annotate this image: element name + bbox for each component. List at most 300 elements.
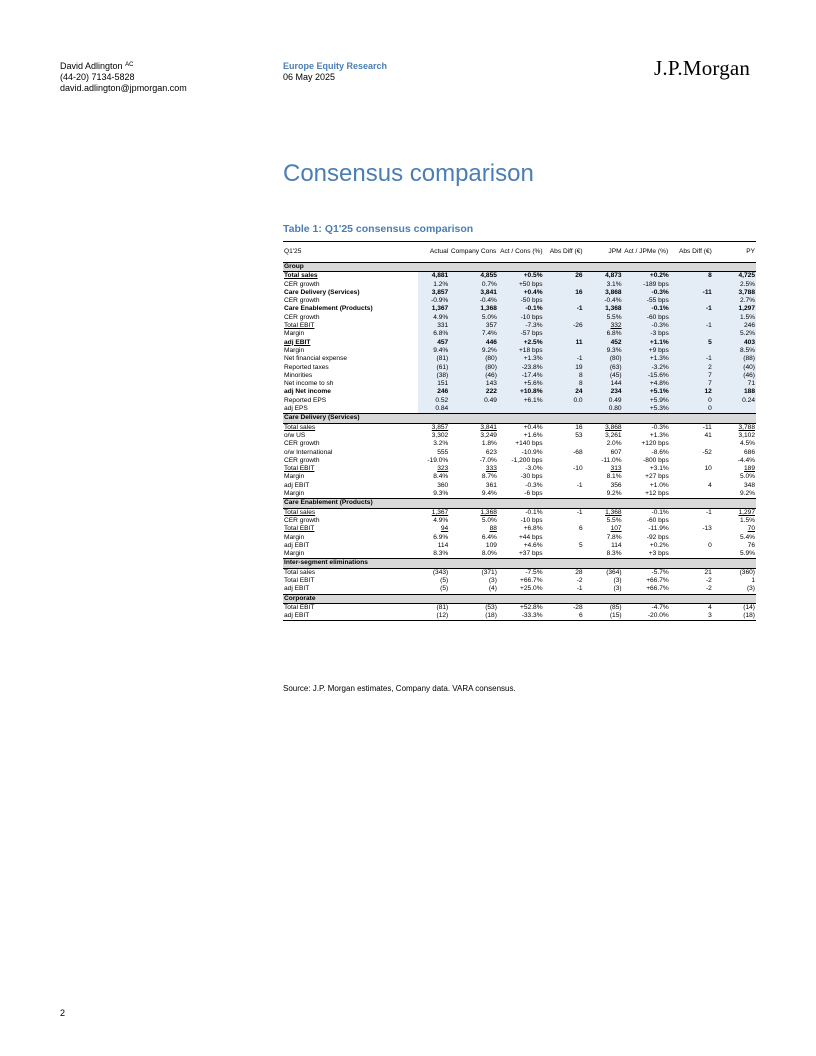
table-cell bbox=[449, 397, 498, 405]
table-row bbox=[283, 525, 756, 533]
table-cell bbox=[449, 490, 498, 499]
table-cell bbox=[418, 355, 449, 363]
cell-value: -0.1% bbox=[651, 305, 669, 313]
cell-value: 3,868 bbox=[605, 288, 622, 296]
cell-value: 114 bbox=[611, 541, 622, 549]
table-cell bbox=[584, 490, 623, 499]
cell-value: 1,297 bbox=[738, 508, 755, 516]
cell-value: (18) bbox=[743, 612, 755, 620]
table-cell bbox=[623, 465, 670, 473]
table-cell bbox=[713, 347, 756, 355]
table-cell bbox=[418, 482, 449, 490]
table-cell bbox=[418, 449, 449, 457]
cell-value: 0.49 bbox=[484, 396, 497, 404]
cell-value: +5.6% bbox=[523, 380, 543, 388]
table-cell bbox=[670, 289, 713, 297]
table-cell bbox=[449, 347, 498, 355]
table-row bbox=[283, 449, 756, 457]
cell-value: -0.1% bbox=[651, 508, 669, 516]
table-cell bbox=[498, 490, 544, 499]
cell-value: 3,857 bbox=[431, 288, 449, 296]
table-cell bbox=[584, 525, 623, 533]
table-cell bbox=[498, 550, 544, 559]
table-cell bbox=[498, 305, 544, 313]
table-row bbox=[283, 534, 756, 542]
cell-value: 16 bbox=[575, 423, 583, 431]
cell-value: +52.8% bbox=[520, 603, 543, 611]
cell-value: 9.4% bbox=[481, 490, 497, 498]
table-cell bbox=[498, 542, 544, 550]
row-label bbox=[283, 432, 418, 440]
cell-value: -8.6% bbox=[651, 448, 669, 456]
cell-value: (5) bbox=[440, 576, 449, 584]
cell-value: +12 bps bbox=[645, 490, 669, 498]
row-label-text: Total EBIT bbox=[284, 603, 315, 611]
table-cell bbox=[418, 542, 449, 550]
row-label bbox=[283, 465, 418, 473]
table-row bbox=[283, 314, 756, 322]
cell-value: 9.3% bbox=[606, 346, 622, 354]
cell-value: 28 bbox=[575, 568, 583, 576]
table-cell bbox=[713, 612, 756, 621]
table-cell bbox=[418, 297, 449, 305]
cell-value: (88) bbox=[743, 355, 755, 363]
row-label bbox=[283, 542, 418, 550]
cell-value: (80) bbox=[485, 363, 497, 371]
cell-value: 6.9% bbox=[433, 533, 449, 541]
table-cell bbox=[623, 397, 670, 405]
cell-value: 1.5% bbox=[739, 516, 755, 524]
table-cell bbox=[670, 305, 713, 313]
cell-value: +27 bps bbox=[645, 473, 669, 481]
cell-value: -0.1% bbox=[525, 305, 543, 313]
row-label bbox=[283, 568, 418, 577]
cell-value: 446 bbox=[485, 338, 497, 346]
cell-value: 8 bbox=[578, 371, 583, 379]
cell-value: -55 bps bbox=[646, 297, 669, 305]
cell-value: -1 bbox=[576, 305, 583, 313]
cell-value: -800 bps bbox=[643, 456, 669, 464]
cell-value: 4 bbox=[708, 603, 712, 611]
table-cell bbox=[713, 585, 756, 594]
cell-value: 332 bbox=[610, 322, 622, 330]
cell-value: 144 bbox=[610, 380, 622, 388]
table-cell bbox=[623, 405, 670, 414]
table-cell bbox=[498, 405, 544, 414]
cell-value: -0.3% bbox=[651, 322, 669, 330]
cell-value: 5.4% bbox=[739, 533, 755, 541]
cell-value: 8.0% bbox=[481, 550, 497, 558]
table-cell bbox=[449, 585, 498, 594]
table-row bbox=[283, 603, 756, 612]
table-row bbox=[283, 364, 756, 372]
cell-value: -2 bbox=[705, 576, 712, 584]
cell-value: +4.8% bbox=[649, 380, 669, 388]
table-cell bbox=[623, 585, 670, 594]
table-cell bbox=[584, 517, 623, 525]
table-cell bbox=[584, 397, 623, 405]
row-label-text: adj EBIT bbox=[284, 612, 310, 620]
cell-value: 5.5% bbox=[606, 516, 622, 524]
cell-value: 3 bbox=[708, 612, 712, 620]
cell-value: -0.4% bbox=[479, 297, 497, 305]
cell-value: 6.4% bbox=[481, 533, 497, 541]
cell-value: +0.2% bbox=[649, 272, 669, 280]
cell-value: -7.3% bbox=[525, 322, 543, 330]
table-row bbox=[283, 388, 756, 396]
cell-value: 1,368 bbox=[605, 305, 622, 313]
table-cell bbox=[418, 577, 449, 585]
cell-value: 357 bbox=[485, 322, 497, 330]
section-label: Inter-segment eliminations bbox=[283, 559, 756, 568]
table-cell bbox=[449, 568, 498, 577]
cell-value: 6 bbox=[578, 525, 583, 533]
table-row bbox=[283, 397, 756, 405]
cell-value: 0.84 bbox=[435, 405, 449, 413]
table-cell bbox=[584, 577, 623, 585]
cell-value: 0 bbox=[708, 405, 712, 413]
cell-value: -1,200 bps bbox=[511, 456, 543, 464]
cell-value: 5.9% bbox=[739, 550, 755, 558]
table-row bbox=[283, 550, 756, 559]
table-cell bbox=[449, 473, 498, 481]
cell-value: -0.4% bbox=[604, 297, 622, 305]
row-label bbox=[283, 490, 418, 499]
cell-value: 8.3% bbox=[433, 550, 449, 558]
table-cell bbox=[498, 473, 544, 481]
table-cell bbox=[544, 612, 584, 621]
table-cell bbox=[670, 550, 713, 559]
table-cell bbox=[670, 297, 713, 305]
cell-value: +0.2% bbox=[649, 541, 669, 549]
table-cell bbox=[418, 289, 449, 297]
cell-value: 323 bbox=[437, 465, 449, 473]
table-cell bbox=[418, 508, 449, 517]
cell-value: 189 bbox=[743, 465, 755, 473]
row-label-text: Net financial expense bbox=[284, 355, 348, 363]
table-cell bbox=[544, 322, 584, 330]
table-cell bbox=[418, 585, 449, 594]
table-cell bbox=[544, 465, 584, 473]
cell-value: 0.52 bbox=[435, 396, 449, 404]
cell-value: 151 bbox=[437, 380, 449, 388]
cell-value: 16 bbox=[575, 288, 583, 296]
cell-value: 686 bbox=[743, 448, 755, 456]
table-cell bbox=[623, 339, 670, 347]
cell-value: 2.0% bbox=[606, 440, 622, 448]
cell-value: +9 bps bbox=[648, 346, 669, 354]
table-cell bbox=[418, 517, 449, 525]
cell-value: +18 bps bbox=[518, 346, 543, 354]
table-row bbox=[283, 542, 756, 550]
cell-value: -60 bps bbox=[646, 516, 669, 524]
cell-value: (46) bbox=[743, 371, 755, 379]
table-cell bbox=[498, 355, 544, 363]
row-label-text: Reported taxes bbox=[284, 363, 329, 371]
cell-value: +6.1% bbox=[523, 396, 543, 404]
table-cell bbox=[713, 550, 756, 559]
table-cell bbox=[498, 364, 544, 372]
row-label-text: CER growth bbox=[284, 440, 320, 448]
table-cell bbox=[623, 272, 670, 281]
table-row bbox=[283, 281, 756, 289]
section-label: Group bbox=[283, 263, 756, 272]
table-cell bbox=[418, 364, 449, 372]
table-cell bbox=[498, 289, 544, 297]
table-cell bbox=[418, 330, 449, 338]
table-cell bbox=[544, 449, 584, 457]
table-cell bbox=[544, 473, 584, 481]
table-cell bbox=[713, 314, 756, 322]
table-cell bbox=[670, 372, 713, 380]
cell-value: +1.3% bbox=[649, 431, 669, 439]
cell-value: (81) bbox=[436, 355, 449, 363]
table-title: Table 1: Q1'25 consensus comparison bbox=[283, 223, 474, 235]
table-cell bbox=[713, 568, 756, 577]
cell-value: 5.0% bbox=[739, 473, 755, 481]
table-cell bbox=[584, 423, 623, 432]
cell-value: 333 bbox=[485, 465, 497, 473]
cell-value: +5.3% bbox=[649, 405, 669, 413]
row-label-text: adj EPS bbox=[284, 405, 308, 413]
table-cell bbox=[713, 457, 756, 465]
cell-value: -4.4% bbox=[737, 456, 755, 464]
table-cell bbox=[623, 289, 670, 297]
table-row bbox=[283, 339, 756, 347]
cell-value: 555 bbox=[437, 448, 449, 456]
cell-value: 8 bbox=[708, 272, 712, 280]
cell-value: -1 bbox=[576, 481, 583, 489]
table-cell bbox=[623, 372, 670, 380]
cell-value: -1 bbox=[705, 508, 712, 516]
cell-value: +140 bps bbox=[515, 440, 543, 448]
table-cell bbox=[623, 508, 670, 517]
table-row bbox=[283, 380, 756, 388]
cell-value: 5.0% bbox=[481, 313, 497, 321]
row-label bbox=[283, 550, 418, 559]
table-cell bbox=[449, 322, 498, 330]
table-cell bbox=[498, 603, 544, 612]
table-cell bbox=[670, 322, 713, 330]
table-cell bbox=[498, 432, 544, 440]
cell-value: 5.5% bbox=[606, 313, 622, 321]
row-label-text: Total EBIT bbox=[284, 465, 315, 473]
table-cell bbox=[544, 517, 584, 525]
table-row bbox=[283, 490, 756, 499]
cell-value: (364) bbox=[606, 568, 622, 576]
row-label-text: Total EBIT bbox=[284, 525, 315, 533]
table-cell bbox=[623, 440, 670, 448]
table-cell bbox=[498, 347, 544, 355]
cell-value: -6 bps bbox=[524, 490, 543, 498]
cell-value: 53 bbox=[575, 431, 583, 439]
analyst-email[interactable]: david.adlington@jpmorgan.com bbox=[60, 83, 187, 93]
cell-value: 11 bbox=[575, 338, 583, 346]
report-info bbox=[283, 61, 387, 83]
table-cell bbox=[418, 550, 449, 559]
cell-value: -1 bbox=[576, 585, 583, 593]
table-cell bbox=[498, 423, 544, 432]
table-cell bbox=[498, 525, 544, 533]
cell-value: 1,368 bbox=[480, 508, 497, 516]
cell-value: -7.0% bbox=[479, 456, 497, 464]
col-header: PY bbox=[746, 248, 755, 255]
row-label bbox=[283, 517, 418, 525]
table-cell bbox=[544, 272, 584, 281]
table-cell bbox=[498, 457, 544, 465]
row-label bbox=[283, 339, 418, 347]
table-cell bbox=[623, 330, 670, 338]
table-cell bbox=[544, 457, 584, 465]
table-row bbox=[283, 568, 756, 577]
cell-value: -11.0% bbox=[601, 456, 622, 464]
cell-value: +2.5% bbox=[523, 338, 543, 346]
table-cell bbox=[449, 465, 498, 473]
table-cell bbox=[449, 423, 498, 432]
cell-value: 26 bbox=[575, 272, 583, 280]
table-cell bbox=[449, 355, 498, 363]
cell-value: 1,368 bbox=[605, 508, 622, 516]
cell-value: +0.5% bbox=[523, 272, 543, 280]
table-cell bbox=[544, 289, 584, 297]
table-cell bbox=[670, 542, 713, 550]
cell-value: (80) bbox=[485, 355, 497, 363]
table-cell bbox=[713, 297, 756, 305]
table-cell bbox=[584, 322, 623, 330]
table-cell bbox=[418, 388, 449, 396]
cell-value: 1 bbox=[751, 576, 755, 584]
table-cell bbox=[713, 465, 756, 473]
cell-value: 360 bbox=[437, 481, 449, 489]
table-cell bbox=[449, 405, 498, 414]
cell-value: +0.4% bbox=[523, 288, 543, 296]
cell-value: 3,868 bbox=[605, 423, 622, 431]
cell-value: 0 bbox=[708, 396, 712, 404]
cell-value: +66.7% bbox=[646, 576, 669, 584]
cell-value: -19.0% bbox=[427, 456, 449, 464]
table-cell bbox=[544, 405, 584, 414]
cell-value: -3 bps bbox=[650, 330, 669, 338]
table-cell bbox=[670, 490, 713, 499]
table-cell bbox=[623, 423, 670, 432]
table-cell bbox=[449, 281, 498, 289]
table-cell bbox=[584, 347, 623, 355]
table-cell bbox=[544, 380, 584, 388]
table-cell bbox=[713, 432, 756, 440]
table-cell bbox=[670, 432, 713, 440]
cell-value: 188 bbox=[743, 388, 755, 396]
cell-value: -10.9% bbox=[521, 448, 543, 456]
row-label bbox=[283, 347, 418, 355]
table-cell bbox=[584, 305, 623, 313]
cell-value: -60 bps bbox=[646, 313, 669, 321]
table-cell bbox=[449, 289, 498, 297]
jpmorgan-logo: J.P.Morgan bbox=[654, 56, 751, 80]
table-cell bbox=[713, 380, 756, 388]
table-cell bbox=[418, 314, 449, 322]
table-cell bbox=[544, 330, 584, 338]
table-cell bbox=[449, 550, 498, 559]
table-cell bbox=[418, 473, 449, 481]
cell-value: -0.1% bbox=[525, 508, 543, 516]
table-cell bbox=[623, 525, 670, 533]
cell-value: (40) bbox=[743, 363, 755, 371]
table-cell bbox=[623, 577, 670, 585]
table-cell bbox=[498, 508, 544, 517]
table-cell bbox=[713, 525, 756, 533]
row-label-text: CER growth bbox=[284, 516, 320, 524]
cell-value: (15) bbox=[609, 612, 622, 620]
table-cell bbox=[498, 577, 544, 585]
table-cell bbox=[544, 423, 584, 432]
table-cell bbox=[449, 272, 498, 281]
cell-value: -15.6% bbox=[647, 371, 669, 379]
cell-value: 41 bbox=[704, 431, 712, 439]
table-cell bbox=[713, 423, 756, 432]
cell-value: -23.8% bbox=[521, 363, 543, 371]
cell-value: 452 bbox=[610, 338, 622, 346]
row-label-text: Margin bbox=[284, 550, 305, 558]
cell-value: -10 bbox=[573, 465, 583, 473]
section-header-row bbox=[283, 263, 756, 272]
table-cell bbox=[584, 550, 623, 559]
cell-value: 7.8% bbox=[606, 533, 622, 541]
table-cell bbox=[418, 339, 449, 347]
cell-value: (53) bbox=[485, 603, 497, 611]
cell-value: 246 bbox=[743, 322, 755, 330]
table-cell bbox=[498, 585, 544, 594]
cell-value: 3,788 bbox=[738, 288, 755, 296]
table-cell bbox=[498, 380, 544, 388]
table-cell bbox=[623, 542, 670, 550]
section-label: Corporate bbox=[283, 594, 756, 603]
table-cell bbox=[544, 364, 584, 372]
row-label bbox=[283, 405, 418, 414]
table-cell bbox=[544, 440, 584, 448]
row-label bbox=[283, 508, 418, 517]
table-cell bbox=[670, 272, 713, 281]
table-row bbox=[283, 432, 756, 440]
col-header: Act / JPMe (%) bbox=[624, 248, 669, 255]
table-cell bbox=[584, 355, 623, 363]
table-cell bbox=[713, 355, 756, 363]
cell-value: 1,367 bbox=[431, 305, 449, 313]
table-cell bbox=[418, 423, 449, 432]
cell-value: -0.3% bbox=[651, 288, 669, 296]
table-row bbox=[283, 465, 756, 473]
cell-value: (3) bbox=[746, 585, 755, 593]
table-cell bbox=[544, 305, 584, 313]
table-row bbox=[283, 322, 756, 330]
cell-value: (5) bbox=[440, 585, 449, 593]
cell-value: 1.2% bbox=[433, 280, 449, 288]
table-cell bbox=[498, 568, 544, 577]
cell-value: 3,788 bbox=[738, 423, 755, 431]
cell-value: +4.6% bbox=[523, 541, 543, 549]
cell-value: 313 bbox=[610, 465, 622, 473]
cell-value: 6.8% bbox=[606, 330, 622, 338]
cell-value: +50 bps bbox=[518, 280, 543, 288]
table-cell bbox=[713, 339, 756, 347]
table-cell bbox=[584, 482, 623, 490]
table-cell bbox=[449, 449, 498, 457]
cell-value: +1.6% bbox=[523, 431, 543, 439]
row-label-text: Care Enablement (Products) bbox=[284, 305, 373, 313]
cell-value: 457 bbox=[437, 338, 449, 346]
table-cell bbox=[623, 568, 670, 577]
row-label bbox=[283, 281, 418, 289]
row-label bbox=[283, 482, 418, 490]
